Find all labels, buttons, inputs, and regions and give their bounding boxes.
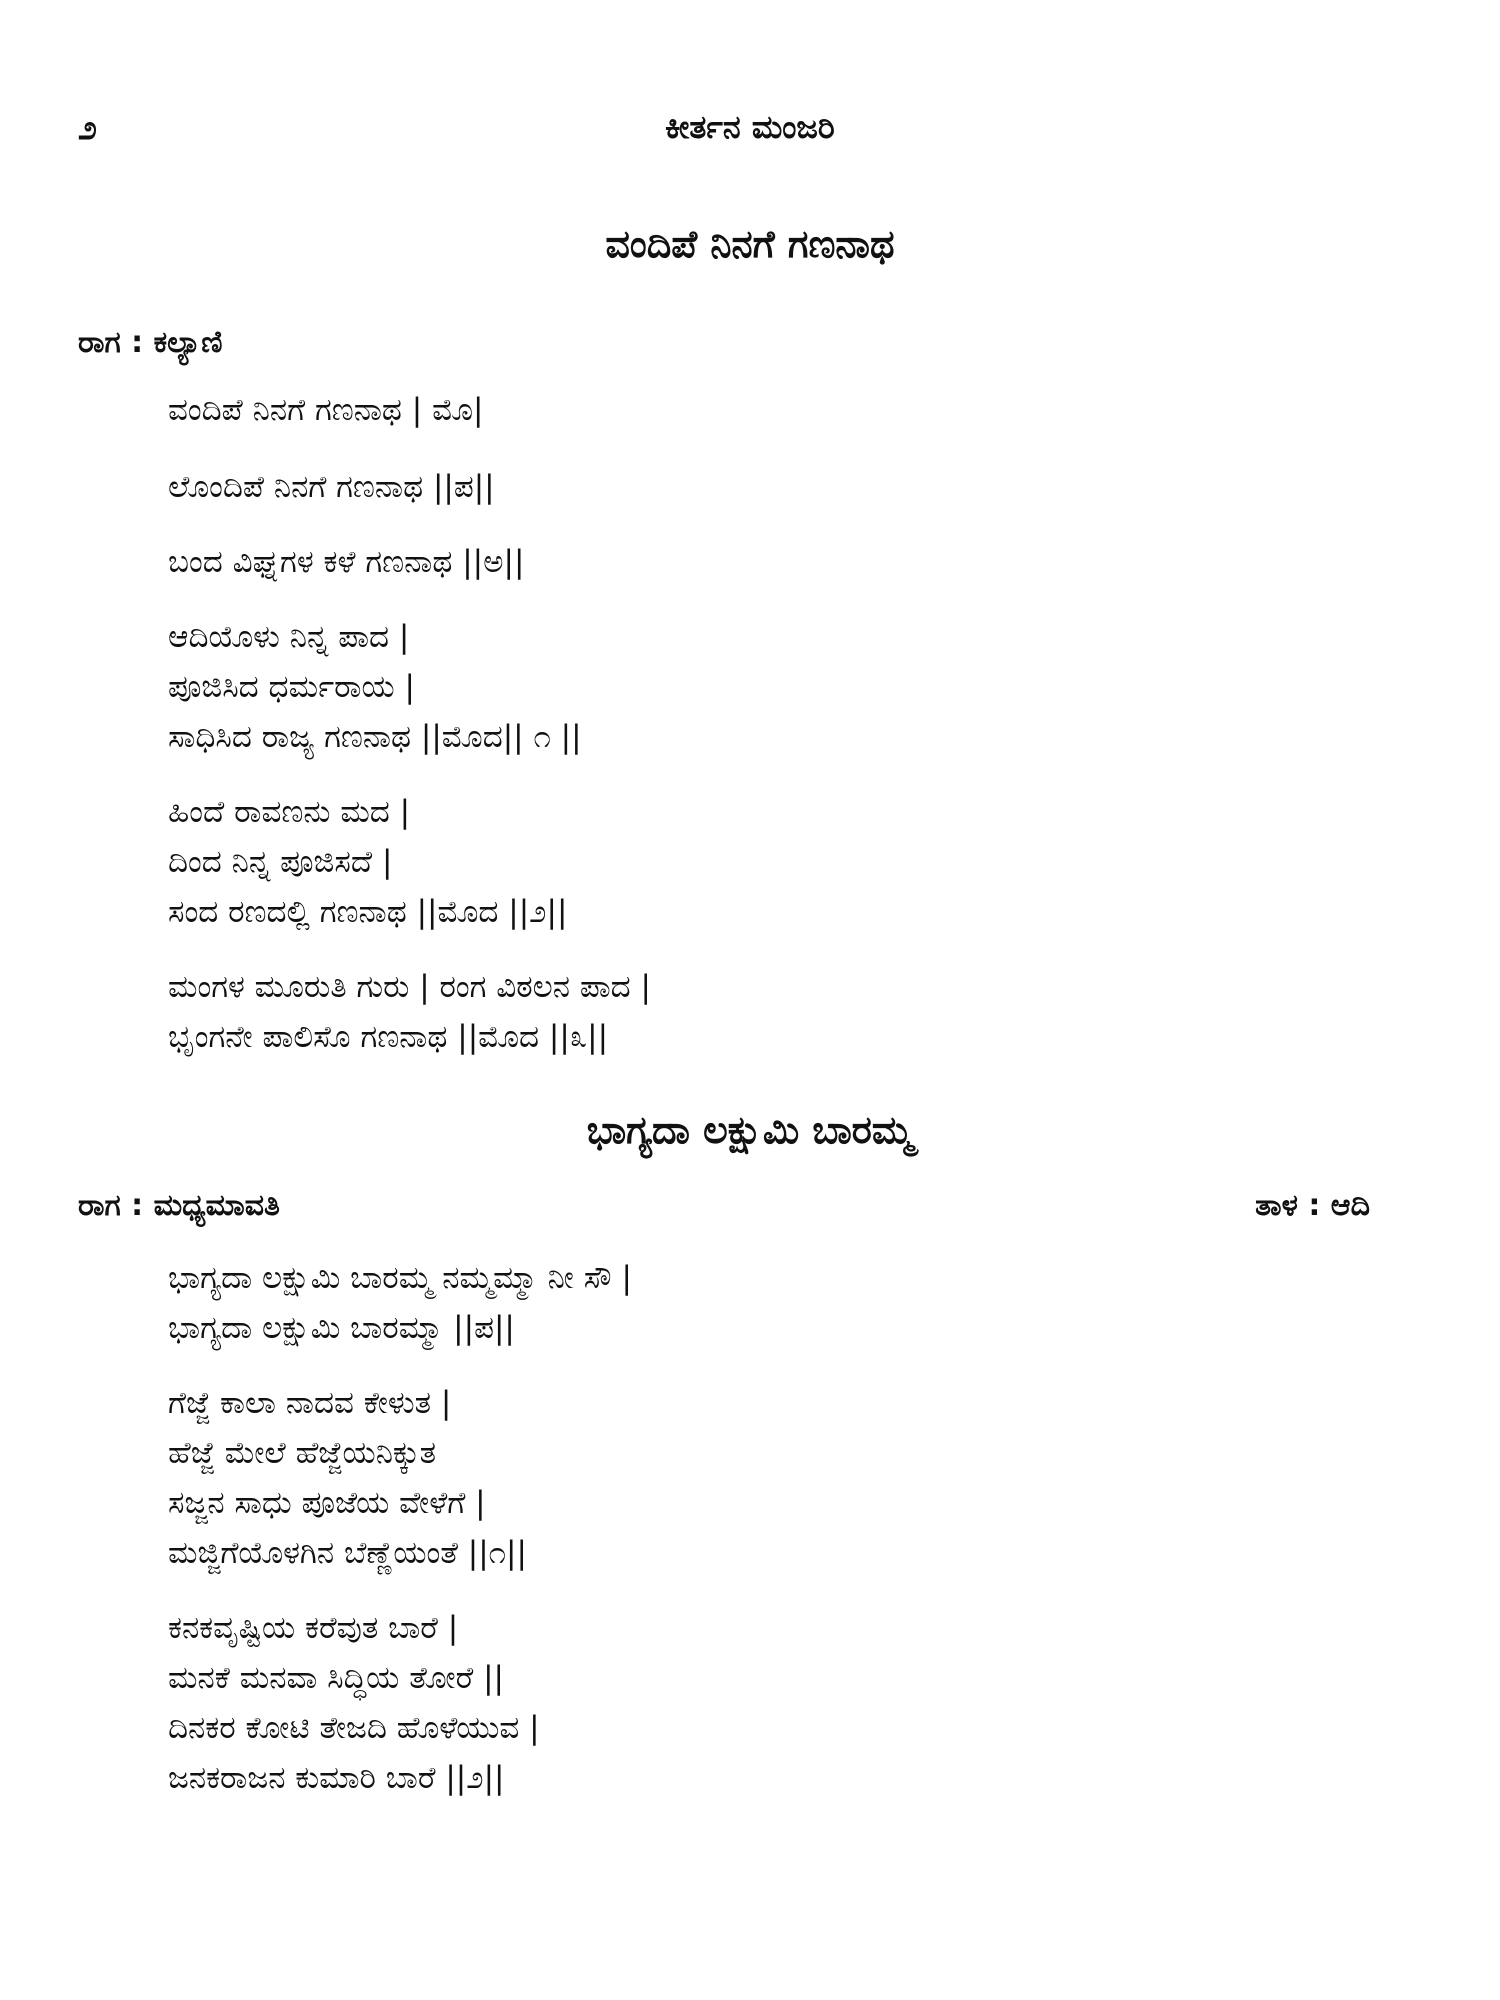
running-title: ಕೀರ್ತನ ಮಂಜರಿ <box>665 108 835 146</box>
verse-line: ಮಜ್ಜಿಗೆಯೊಳಗಿನ ಬೆಣ್ಣೆಯಂತೆ ||೧|| <box>168 1535 527 1571</box>
stanza <box>168 787 567 937</box>
stanza <box>168 1253 632 1353</box>
raga-label-1: ರಾಗ : ಕಲ್ಯಾಣಿ <box>78 325 223 360</box>
stanza <box>168 612 582 762</box>
verse-line: ಭೃಂಗನೇ ಪಾಲಿಸೊ ಗಣನಾಥ ||ಮೊದ ||೩|| <box>168 1019 609 1055</box>
stanza <box>168 537 524 587</box>
verse-line: ಸಜ್ಜನ ಸಾಧು ಪೂಜೆಯ ವೇಳೆಗೆ | <box>168 1485 486 1521</box>
verse-line: ಹೆಜ್ಜೆ ಮೇಲೆ ಹೆಜ್ಜೆಯನಿಕ್ಕುತ <box>168 1435 437 1471</box>
verse-line: ಹಿಂದೆ ರಾವಣನು ಮದ | <box>168 794 411 830</box>
verse-line: ಭಾಗ್ಯದಾ ಲಕ್ಷುಮಿ ಬಾರಮ್ಮಾ ||ಪ|| <box>168 1310 515 1346</box>
song-title-2: ಭಾಗ್ಯದಾ ಲಕ್ಷುಮಿ ಬಾರಮ್ಮ <box>586 1108 914 1152</box>
verse-line: ಗೆಜ್ಜೆ ಕಾಲಾ ನಾದವ ಕೇಳುತ | <box>168 1385 452 1421</box>
verse-line: ಕನಕವೃಷ್ಟಿಯ ಕರೆವುತ ಬಾರೆ | <box>168 1610 459 1646</box>
verse-line: ವಂದಿಪೆ ನಿನಗೆ ಗಣನಾಥ | ಮೊ| <box>168 392 484 428</box>
verse-line: ಲೊಂದಿಪೆ ನಿನಗೆ ಗಣನಾಥ ||ಪ|| <box>168 469 495 505</box>
verse-line: ಸಂದ ರಣದಲ್ಲಿ ಗಣನಾಥ ||ಮೊದ ||೨|| <box>168 894 568 930</box>
verse-line: ಸಾಧಿಸಿದ ರಾಜ್ಯ ಗಣನಾಥ ||ಮೊದ|| ೧ || <box>168 719 582 755</box>
stanza <box>168 385 483 435</box>
stanza <box>168 1603 540 1803</box>
tala-label-2: ತಾಳ : ಆದಿ <box>1255 1188 1370 1223</box>
song-title-1: ವಂದಿಪೆ ನಿನಗೆ ಗಣನಾಥ <box>605 222 895 266</box>
page-number: ೨ <box>78 108 98 148</box>
verse-line: ಪೂಜಿಸಿದ ಧರ್ಮರಾಯ | <box>168 669 415 705</box>
verse-line: ಬಂದ ವಿಘ್ನಗಳ ಕಳೆ ಗಣನಾಥ ||ಅ|| <box>168 544 525 580</box>
verse-line: ಮಂಗಳ ಮೂರುತಿ ಗುರು | ರಂಗ ವಿಠಲನ ಪಾದ | <box>168 969 651 1005</box>
stanza <box>168 1378 527 1578</box>
verse-line: ಮನಕೆ ಮನವಾ ಸಿದ್ಧಿಯ ತೋರೆ || <box>168 1660 504 1696</box>
raga-label-2: ರಾಗ : ಮಧ್ಯಮಾವತಿ <box>78 1188 280 1223</box>
verse-line: ಆದಿಯೊಳು ನಿನ್ನ ಪಾದ | <box>168 619 410 655</box>
verse-line: ಜನಕರಾಜನ ಕುಮಾರಿ ಬಾರೆ ||೨|| <box>168 1760 505 1796</box>
verse-line: ಭಾಗ್ಯದಾ ಲಕ್ಷುಮಿ ಬಾರಮ್ಮ ನಮ್ಮಮ್ಮಾ ನೀ ಸೌ | <box>168 1260 632 1296</box>
verse-line: ದಿಂದ ನಿನ್ನ ಪೂಜಿಸದೆ | <box>168 844 393 880</box>
stanza <box>168 462 495 512</box>
stanza <box>168 962 651 1062</box>
verse-line: ದಿನಕರ ಕೋಟಿ ತೇಜದಿ ಹೊಳೆಯುವ | <box>168 1710 540 1746</box>
